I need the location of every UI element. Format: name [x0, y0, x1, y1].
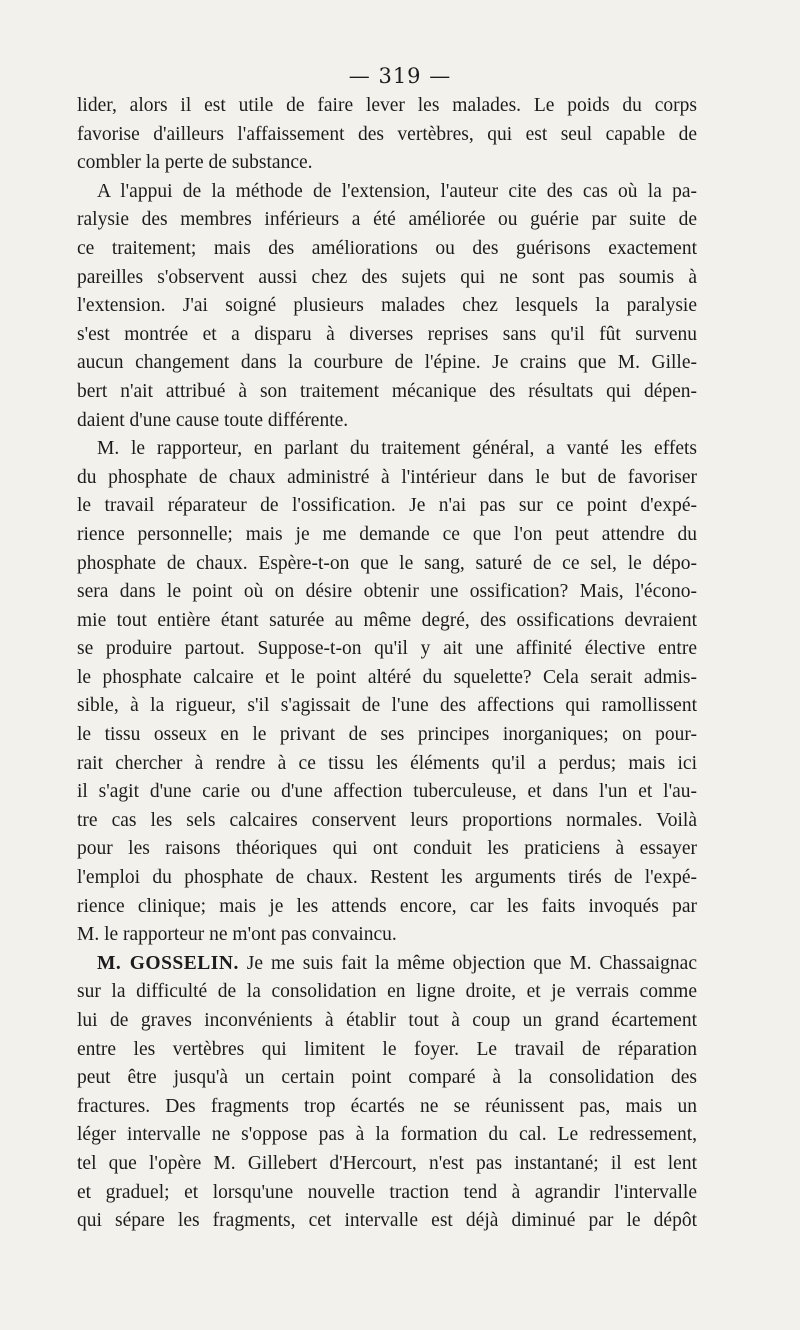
text-line: fractures. Des fragments trop écartés ne se réunissent pas, mais un [77, 1095, 697, 1117]
text-line: combler la perte de substance. [77, 152, 313, 174]
page-number: — 319 — [348, 64, 452, 88]
text-line: l'emploi du phosphate de chaux. Restent les arguments tirés de l'expé- [77, 867, 697, 889]
text-line: rience clinique; mais je les attends encore, car les faits invoqués par [77, 895, 697, 917]
text-line: léger intervalle ne s'oppose pas à la formation du cal. Le redressement, [77, 1124, 697, 1146]
text-line: du phosphate de chaux administré à l'intérieur dans le but de favoriser [77, 466, 697, 488]
text-line: bert n'ait attribué à son traitement mécanique des résultats qui dépen- [77, 380, 697, 402]
paragraph-extension [77, 178, 697, 435]
text-line: lider, alors il est utile de faire lever les malades. Le poids du corps [77, 95, 697, 116]
paragraph-continuation [77, 92, 697, 178]
text-line: le phosphate calcaire et le point altéré du squelette? Cela serait admis- [77, 666, 697, 688]
text-line: M. le rapporteur, en parlant du traitement général, a vanté les effets [97, 438, 697, 460]
text-line: pour les raisons théoriques qui ont conduit les praticiens à essayer [77, 838, 697, 860]
text-line: favorise d'ailleurs l'affaissement des vertèbres, qui est seul capable de [77, 123, 697, 145]
text-line: le travail réparateur de l'ossification. Je n'ai pas sur ce point d'expé- [77, 495, 697, 517]
text-line: peut être jusqu'à un certain point comparé à la consolidation des [77, 1067, 697, 1089]
text-line: qui sépare les fragments, cet intervalle est déjà diminué par le dépôt [77, 1210, 697, 1232]
speaker-line [77, 950, 697, 979]
text-line: rait chercher à rendre à ce tissu les éléments qu'il a perdus; mais ici [77, 752, 697, 774]
text-line: M. le rapporteur ne m'ont pas convaincu. [77, 924, 397, 946]
text-line: daient d'une cause toute différente. [77, 409, 349, 431]
speaker-name: M. GOSSELIN. [97, 952, 239, 974]
text-line: entre les vertèbres qui limitent le foyer. Le travail de réparation [77, 1038, 697, 1060]
text-line: sur la difficulté de la consolidation en ligne droite, et je verrais comme [77, 981, 697, 1003]
text-line: s'est montrée et a disparu à diverses reprises sans qu'il fût survenu [77, 323, 697, 345]
text-line: sera dans le point où on désire obtenir une ossification? Mais, l'écono- [77, 581, 697, 603]
paragraph-phosphate [77, 435, 697, 950]
text-line: ce traitement; mais des améliorations ou des guérisons exactement [77, 237, 697, 259]
text-line: le tissu osseux en le privant de ses principes inorganiques; on pour- [77, 724, 697, 746]
body-text [77, 92, 697, 1236]
text-line: A l'appui de la méthode de l'extension, l'auteur cite des cas où la pa- [97, 180, 697, 202]
speaker-line-rest: Je me suis fait la même objection que M. Chassaignac [238, 952, 697, 974]
text-line: et graduel; et lorsqu'une nouvelle traction tend à agrandir l'intervalle [77, 1181, 697, 1203]
text-line: lui de graves inconvénients à établir tout à coup un grand écartement [77, 1010, 697, 1031]
text-line: rience personnelle; mais je me demande ce que l'on peut attendre du [77, 523, 697, 545]
text-line: pareilles s'observent aussi chez des sujets qui ne sont pas soumis à [77, 266, 697, 288]
text-line: sible, à la rigueur, s'il s'agissait de l'une des affections qui ramollissent [77, 695, 697, 717]
text-line: phosphate de chaux. Espère-t-on que le sang, saturé de ce sel, le dépo- [77, 552, 697, 574]
text-line: il s'agit d'une carie ou d'une affection tuberculeuse, et dans l'un et l'au- [77, 781, 697, 803]
text-line: tre cas les sels calcaires conservent leurs proportions normales. Voilà [77, 809, 697, 831]
text-line: se produire partout. Suppose-t-on qu'il y ait une affinité élective entre [77, 638, 697, 660]
text-line: l'extension. J'ai soigné plusieurs malades chez lesquels la paralysie [77, 295, 697, 317]
paragraph-gosselin [77, 950, 697, 1236]
text-line: aucun changement dans la courbure de l'épine. Je crains que M. Gille- [77, 352, 697, 374]
text-line: mie tout entière étant saturée au même degré, des ossifications devraient [77, 609, 697, 631]
text-line: ralysie des membres inférieurs a été améliorée ou guérie par suite de [77, 209, 697, 231]
text-line: tel que l'opère M. Gillebert d'Hercourt, n'est pas instantané; il est lent [77, 1152, 697, 1174]
